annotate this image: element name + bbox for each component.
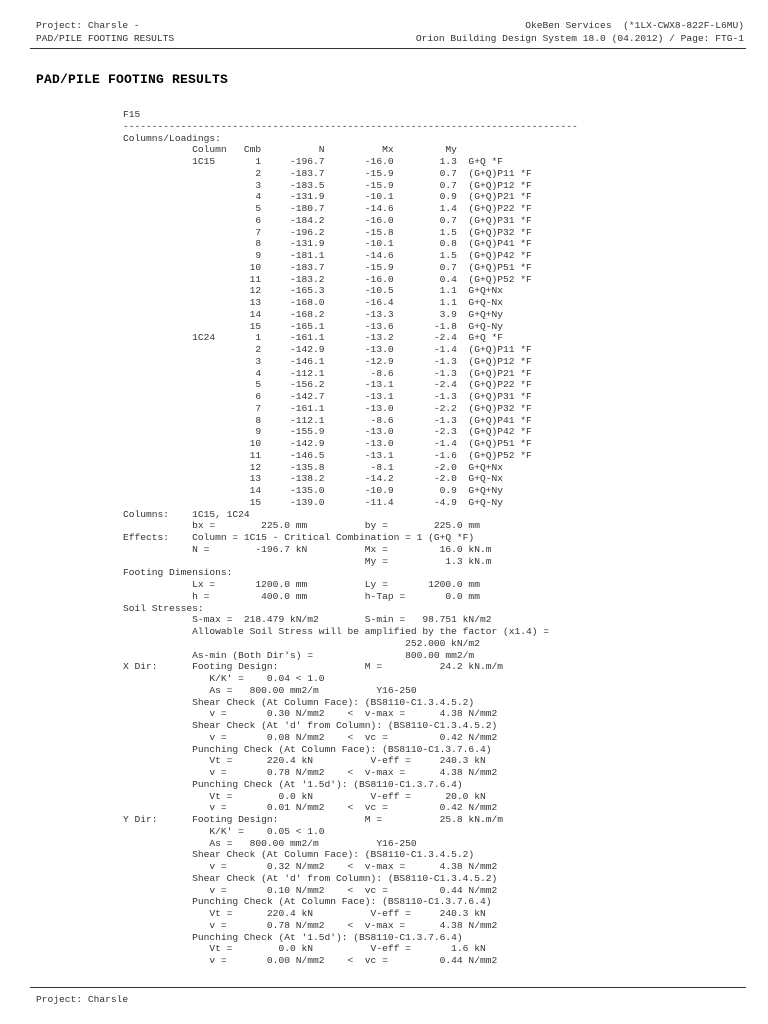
report-line: Columns: 1C15, 1C24 [123,508,250,520]
report-line: 7 -161.1 -13.0 -2.2 (G+Q)P32 *F [123,402,532,414]
report-line: N = -196.7 kN Mx = 16.0 kN.m [123,543,492,555]
report-line: Footing Dimensions: [123,567,233,579]
page-footer: Project: Charsle [36,994,129,1005]
report-line: 13 -138.2 -14.2 -2.0 G+Q-Nx [123,473,503,485]
header-row-1 [36,20,744,33]
report-line: 2 -142.9 -13.0 -1.4 (G+Q)P11 *F [123,344,532,355]
report-line: 9 -155.9 -13.0 -2.3 (G+Q)P42 *F [123,426,532,438]
report-line: 11 -183.2 -16.0 0.4 (G+Q)P52 *F [123,273,532,285]
report-line: As = 800.00 mm2/m Y16-250 [123,684,417,696]
footer-divider [30,987,746,988]
report-line: 5 -156.2 -13.1 -2.4 (G+Q)P22 *F [123,379,532,391]
report-line: 8 -112.1 -8.6 -1.3 (G+Q)P41 *F [123,414,532,426]
report-line: v = 0.08 N/mm2 < vc = 0.42 N/mm2 [123,731,498,743]
report-line: 9 -181.1 -14.6 1.5 (G+Q)P42 *F [123,250,532,261]
report-line: Shear Check (At 'd' from Column): (BS8110-C1.3.4.5.2) [123,720,498,731]
page-title: PAD/PILE FOOTING RESULTS [36,72,229,87]
report-line: Punching Check (At Column Face): (BS8110-C1.3.7.6.4) [123,896,492,908]
report-line: 2 -183.7 -15.9 0.7 (G+Q)P11 *F [123,167,532,179]
report-line: 13 -168.0 -16.4 1.1 G+Q-Nx [123,297,503,308]
report-line: Lx = 1200.0 mm Ly = 1200.0 mm [123,579,480,590]
report-line: 10 -183.7 -15.9 0.7 (G+Q)P51 *F [123,261,532,273]
report-line: Punching Check (At Column Face): (BS8110-C1.3.7.6.4) [123,743,492,755]
report-line: Allowable Soil Stress will be amplified by the factor (x1.4) = [123,626,550,637]
report-line: 6 -142.7 -13.1 -1.3 (G+Q)P31 *F [123,391,532,402]
report-line: v = 0.30 N/mm2 < v-max = 4.38 N/mm2 [123,708,498,720]
report-line: 8 -131.9 -10.1 0.8 (G+Q)P41 *F [123,238,532,250]
report-line: Column Cmb N Mx My [123,144,457,156]
report-line: Shear Check (At 'd' from Column): (BS8110-C1.3.4.5.2) [123,872,498,884]
report-line: As = 800.00 mm2/m Y16-250 [123,837,417,849]
report-line: As-min (Both Dir's) = 800.00 mm2/m [123,649,475,661]
report-line: Punching Check (At '1.5d'): (BS8110-C1.3.7.6.4) [123,778,463,790]
report-line: F15 [123,109,141,120]
header-row-2 [36,33,744,46]
report-line: 15 -165.1 -13.6 -1.8 G+Q-Ny [123,320,503,332]
report-line: Vt = 220.4 kN V-eff = 240.3 kN [123,755,486,767]
report-line: 14 -135.0 -10.9 0.9 G+Q+Ny [123,485,503,496]
report-line: 15 -139.0 -11.4 -4.9 G+Q-Ny [123,496,503,508]
report-line: 1C15 1 -196.7 -16.0 1.3 G+Q *F [123,156,503,167]
report-line: Shear Check (At Column Face): (BS8110-C1.3.4.5.2) [123,849,475,861]
report-line: 14 -168.2 -13.3 3.9 G+Q+Ny [123,308,503,320]
report-line: h = 400.0 mm h-Tap = 0.0 mm [123,590,480,602]
report-line: 1C24 1 -161.1 -13.2 -2.4 G+Q *F [123,332,503,344]
report-line: 252.000 kN/m2 [123,637,480,649]
report-line: S-max = 218.479 kN/m2 S-min = 98.751 kN/m2 [123,614,492,626]
report-line: v = 0.78 N/mm2 < v-max = 4.38 N/mm2 [123,767,498,778]
report-line: 4 -131.9 -10.1 0.9 (G+Q)P21 *F [123,191,532,203]
report-line: v = 0.01 N/mm2 < vc = 0.42 N/mm2 [123,802,498,814]
report-line: My = 1.3 kN.m [123,555,492,567]
header-divider [30,48,746,49]
report-line: Shear Check (At Column Face): (BS8110-C1.3.4.5.2) [123,696,475,708]
report-line: v = 0.10 N/mm2 < vc = 0.44 N/mm2 [123,884,498,896]
report-line: 3 -183.5 -15.9 0.7 (G+Q)P12 *F [123,179,532,191]
report-line: 5 -180.7 -14.6 1.4 (G+Q)P22 *F [123,203,532,214]
report-line: 12 -135.8 -8.1 -2.0 G+Q+Nx [123,461,503,473]
report-line: v = 0.32 N/mm2 < v-max = 4.38 N/mm2 [123,861,498,872]
page-header [36,20,744,45]
report-line: Soil Stresses: [123,602,204,614]
report-line: 11 -146.5 -13.1 -1.6 (G+Q)P52 *F [123,449,532,461]
report-line: X Dir: Footing Design: M = 24.2 kN.m/m [123,661,503,673]
report-line: bx = 225.0 mm by = 225.0 mm [123,520,480,532]
report-line: 4 -112.1 -8.6 -1.3 (G+Q)P21 *F [123,367,532,379]
report-line: ------------------------------------------------------------------------------- [123,120,578,132]
report-line: Vt = 0.0 kN V-eff = 1.6 kN [123,943,486,955]
report-line: Punching Check (At '1.5d'): (BS8110-C1.3.7.6.4) [123,931,463,943]
report-line: 10 -142.9 -13.0 -1.4 (G+Q)P51 *F [123,438,532,449]
report-line: K/K' = 0.05 < 1.0 [123,825,325,837]
report-line: K/K' = 0.04 < 1.0 [123,673,325,684]
report-line: Vt = 220.4 kN V-eff = 240.3 kN [123,908,486,919]
report-line: Y Dir: Footing Design: M = 25.8 kN.m/m [123,814,503,825]
header-software-page: Orion Building Design System 18.0 (04.2012) / Page: FTG-1 [415,32,744,44]
report-line: Vt = 0.0 kN V-eff = 20.0 kN [123,790,486,802]
header-company: OkeBen Services (*1LX-CWX8-822F-L6MU) [525,20,744,31]
report-line: Effects: Column = 1C15 - Critical Combination = 1 (G+Q *F) [123,532,475,543]
header-project: Project: Charsle - [36,20,140,31]
report-line: 12 -165.3 -10.5 1.1 G+Q+Nx [123,285,503,297]
report-line: v = 0.78 N/mm2 < v-max = 4.38 N/mm2 [123,919,498,931]
report-line: 7 -196.2 -15.8 1.5 (G+Q)P32 *F [123,226,532,238]
header-section: PAD/PILE FOOTING RESULTS [36,32,175,44]
report-body [123,109,578,967]
report-line: v = 0.00 N/mm2 < vc = 0.44 N/mm2 [123,955,498,966]
report-line: Columns/Loadings: [123,132,221,144]
report-line: 3 -146.1 -12.9 -1.3 (G+Q)P12 *F [123,355,532,367]
report-line: 6 -184.2 -16.0 0.7 (G+Q)P31 *F [123,214,532,226]
